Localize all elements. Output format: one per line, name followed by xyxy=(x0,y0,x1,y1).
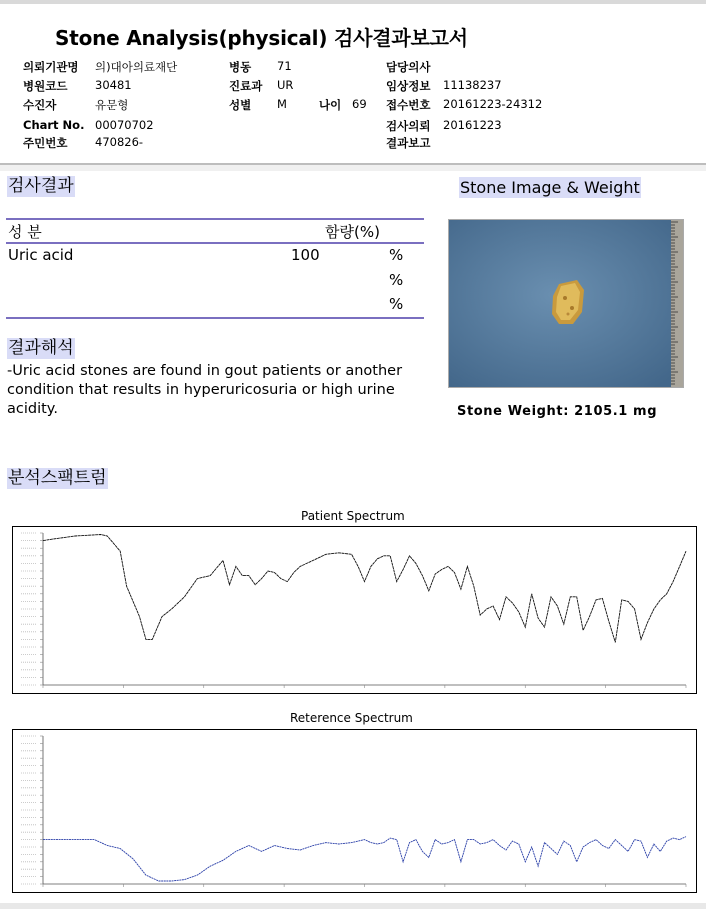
info-label-report-date: 결과보고 xyxy=(386,136,431,150)
info-value-clinical-info: 11138237 xyxy=(443,78,502,92)
info-label-department: 진료과 xyxy=(229,79,263,93)
info-value-patient: 유문형 xyxy=(95,98,129,112)
result-row-unit: % xyxy=(389,246,404,264)
info-value-requester: 의)대아의료재단 xyxy=(95,60,178,74)
result-row-value: 100 xyxy=(291,246,320,264)
info-value-hospital-code: 30481 xyxy=(95,78,132,92)
result-row-component: Uric acid xyxy=(8,246,74,264)
report-title: Stone Analysis(physical) 검사결과보고서 xyxy=(55,26,468,50)
results-table-top-rule xyxy=(6,218,424,220)
result-row-unit: % xyxy=(389,295,404,313)
info-value-department: UR xyxy=(277,78,294,92)
info-label-age: 나이 xyxy=(319,98,342,112)
patient-spectrum-plot xyxy=(12,526,697,694)
bottom-bar xyxy=(0,903,706,909)
results-table-header-rule xyxy=(6,242,424,244)
info-label-clinical-info: 임상정보 xyxy=(386,79,431,93)
plot-axes xyxy=(43,533,686,685)
info-value-ward: 71 xyxy=(277,59,292,73)
results-col-content: 함량(%) xyxy=(325,223,380,241)
info-label-receipt-no: 접수번호 xyxy=(386,98,431,112)
patient-spectrum-title: Patient Spectrum xyxy=(301,509,405,523)
results-table-bottom-rule xyxy=(6,317,424,319)
spectrum-section-title: 분석스팩트럼 xyxy=(8,468,107,488)
info-label-patient: 수진자 xyxy=(23,98,57,112)
interpretation-section-title: 결과해석 xyxy=(8,338,74,358)
info-value-chart-no: 00070702 xyxy=(95,118,154,132)
patient-spectrum-line xyxy=(43,535,686,643)
stone-section-title: Stone Image & Weight xyxy=(460,178,640,197)
info-value-receipt-no: 20161223-24312 xyxy=(443,97,543,111)
info-label-doctor: 담당의사 xyxy=(386,60,431,74)
results-section-title: 검사결과 xyxy=(8,176,74,196)
stone-weight: Stone Weight: 2105.1 mg xyxy=(457,404,658,419)
header-divider-shade xyxy=(0,165,706,171)
interpretation-text: -Uric acid stones are found in gout patients or another condition that results in hyperuricosuria or high urine acidity. xyxy=(7,363,403,417)
info-value-resident-no: 470826- xyxy=(95,135,144,149)
patient-spectrum-svg xyxy=(13,527,696,693)
info-label-requester: 의뢰기관명 xyxy=(23,60,79,74)
info-label-chart-no: Chart No. xyxy=(23,118,85,132)
info-label-request-date: 검사의뢰 xyxy=(386,119,431,133)
reference-spectrum-plot xyxy=(12,729,697,893)
reference-spectrum-line xyxy=(43,837,686,881)
info-value-sex: M xyxy=(277,97,287,111)
top-bar xyxy=(0,0,706,4)
info-label-ward: 병동 xyxy=(229,60,252,74)
info-label-sex: 성별 xyxy=(229,98,252,112)
result-row-unit: % xyxy=(389,271,404,289)
info-value-request-date: 20161223 xyxy=(443,118,502,132)
reference-spectrum-title: Reterence Spectrum xyxy=(290,711,413,725)
stone-photo xyxy=(448,219,684,388)
info-label-hospital-code: 병원코드 xyxy=(23,79,68,93)
info-value-age: 69 xyxy=(352,97,367,111)
ruler xyxy=(671,220,683,387)
results-col-component: 성 분 xyxy=(8,223,42,241)
stone-photo-image xyxy=(449,220,683,387)
reference-spectrum-svg xyxy=(13,730,696,892)
plot-axes xyxy=(43,736,686,884)
info-label-resident-no: 주민번호 xyxy=(23,136,68,150)
